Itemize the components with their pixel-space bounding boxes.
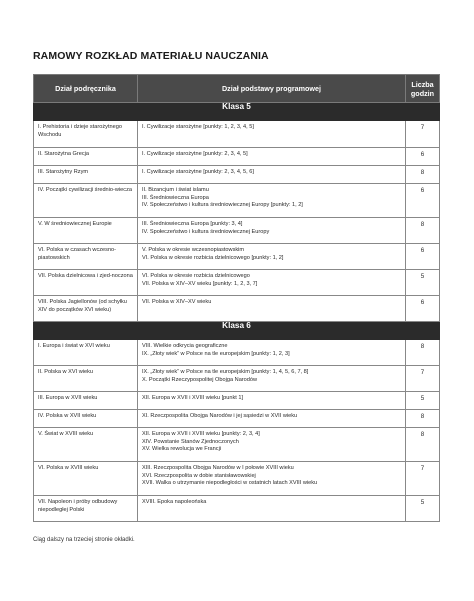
footnote: Ciąg dalszy na trzeciej stronie okładki. xyxy=(33,537,135,543)
core-curriculum-line: VII. Polska w XIV–XV wieku [punkty: 1, 2, 3, 7] xyxy=(142,280,258,287)
hours-cell: 6 xyxy=(406,184,440,218)
page-title: RAMOWY ROZKŁAD MATERIAŁU NAUCZANIA xyxy=(33,50,269,62)
chapter-cell: I. Prehistoria i dzieje starożytnego Wschodu xyxy=(34,121,138,148)
section-title: Klasa 5 xyxy=(34,103,440,121)
table-row xyxy=(34,410,440,428)
core-curriculum-cell xyxy=(138,366,406,392)
core-curriculum-cell xyxy=(138,166,406,184)
core-curriculum-cell xyxy=(138,121,406,148)
hours-cell: 7 xyxy=(406,462,440,496)
hours-cell: 8 xyxy=(406,218,440,244)
table-row xyxy=(34,366,440,392)
core-curriculum-line: XII. Europa w XVII i XVIII wieku [punkt 1] xyxy=(142,395,244,401)
hours-cell: 6 xyxy=(406,148,440,166)
chapter-cell: I. Europa i świat w XVI wieku xyxy=(34,340,138,366)
table-row xyxy=(34,218,440,244)
core-curriculum-line: VI. Polska w okresie rozbicia dzielnicowego [punkty: 1, 2] xyxy=(142,254,284,261)
core-curriculum-line: I. Cywilizacje starożytne [punkty: 1, 2, 3, 4, 5] xyxy=(142,124,254,130)
core-curriculum-line: XVIII. Epoka napoleońska xyxy=(142,499,207,505)
hours-cell: 8 xyxy=(406,410,440,428)
header-hours xyxy=(406,75,440,103)
core-curriculum-cell xyxy=(138,270,406,296)
core-curriculum-cell xyxy=(138,428,406,462)
core-curriculum-line: IV. Społeczeństwo i kultura średniowiecznej Europy xyxy=(142,228,270,235)
table-row xyxy=(34,166,440,184)
core-curriculum-line: X. Początki Rzeczypospolitej Obojga Narodów xyxy=(142,376,258,383)
chapter-cell: VII. Napoleon i próby odbudowy niepodległej Polski xyxy=(34,496,138,522)
core-curriculum-line: XV. Wielka rewolucja we Francji xyxy=(142,446,222,453)
chapter-cell: VIII. Polska Jagiellonów (od schyłku XIV do początków XVI wieku) xyxy=(34,296,138,322)
core-curriculum-cell xyxy=(138,392,406,410)
core-curriculum-line: IX. „Złoty wiek” w Polsce na tle europejskim [punkty: 1, 4, 5, 6, 7, 8] xyxy=(142,369,309,375)
table-body xyxy=(34,103,440,522)
core-curriculum-cell xyxy=(138,244,406,270)
hours-cell: 7 xyxy=(406,366,440,392)
chapter-cell: III. Starożytny Rzym xyxy=(34,166,138,184)
core-curriculum-line: VII. Polska w XIV–XV wieku xyxy=(142,299,212,305)
core-curriculum-line: III. Średniowieczna Europa xyxy=(142,194,209,201)
core-curriculum-cell xyxy=(138,462,406,496)
table-row xyxy=(34,496,440,522)
hours-cell: 6 xyxy=(406,296,440,322)
hours-cell: 8 xyxy=(406,428,440,462)
core-curriculum-cell xyxy=(138,340,406,366)
core-curriculum-line: VIII. Wielkie odkrycia geograficzne xyxy=(142,343,228,349)
chapter-cell: III. Europa w XVII wieku xyxy=(34,392,138,410)
core-curriculum-line: XIII. Rzeczpospolita Obojga Narodów w I połowie XVIII wieku xyxy=(142,465,294,471)
chapter-cell: VI. Polska w czasach wczesno-piastowskich xyxy=(34,244,138,270)
section-header-row xyxy=(34,322,440,340)
core-curriculum-line: I. Cywilizacje starożytne [punkty: 2, 3, 4, 5, 6] xyxy=(142,169,254,175)
core-curriculum-line: XVI. Rzeczpospolita w dobie stanisławowskiej xyxy=(142,472,256,479)
core-curriculum-line: VI. Polska w okresie rozbicia dzielnicowego xyxy=(142,273,250,279)
hours-cell: 8 xyxy=(406,340,440,366)
header-hours-line1: Liczba xyxy=(411,79,434,89)
core-curriculum-line: XIV. Powstanie Stanów Zjednoczonych xyxy=(142,438,239,445)
table-row xyxy=(34,184,440,218)
table-row xyxy=(34,270,440,296)
header-core-curriculum: Dział podstawy programowej xyxy=(138,75,406,103)
hours-cell: 5 xyxy=(406,392,440,410)
chapter-cell: VI. Polska w XVIII wieku xyxy=(34,462,138,496)
syllabus-table xyxy=(33,74,440,522)
core-curriculum-cell xyxy=(138,148,406,166)
chapter-cell: V. Świat w XVIII wieku xyxy=(34,428,138,462)
core-curriculum-line: I. Cywilizacje starożytne [punkty: 2, 3, 4, 5] xyxy=(142,151,248,157)
table-row xyxy=(34,244,440,270)
core-curriculum-line: IX. „Złoty wiek” w Polsce na tle europejskim [punkty: 1, 2, 3] xyxy=(142,350,290,357)
core-curriculum-cell xyxy=(138,218,406,244)
hours-cell: 7 xyxy=(406,121,440,148)
core-curriculum-line: XVII. Walka o utrzymanie niepodległości w ostatnich latach XVIII wieku xyxy=(142,480,318,487)
hours-cell: 5 xyxy=(406,496,440,522)
core-curriculum-cell xyxy=(138,296,406,322)
table-row xyxy=(34,462,440,496)
hours-cell: 6 xyxy=(406,244,440,270)
core-curriculum-cell xyxy=(138,410,406,428)
core-curriculum-line: IV. Społeczeństwo i kultura średniowiecznej Europy [punkty: 1, 2] xyxy=(142,202,303,209)
chapter-cell: II. Starożytna Grecja xyxy=(34,148,138,166)
hours-cell: 5 xyxy=(406,270,440,296)
core-curriculum-line: V. Polska w okresie wczesnopiastowskim xyxy=(142,247,245,253)
hours-cell: 8 xyxy=(406,166,440,184)
core-curriculum-cell xyxy=(138,496,406,522)
core-curriculum-line: XII. Europa w XVII i XVIII wieku [punkty: 2, 3, 4] xyxy=(142,431,260,437)
section-header-row xyxy=(34,103,440,121)
table-row xyxy=(34,392,440,410)
table-row xyxy=(34,340,440,366)
header-hours-line2: godzin xyxy=(410,88,435,98)
table-row xyxy=(34,428,440,462)
table-row xyxy=(34,148,440,166)
table-row xyxy=(34,296,440,322)
chapter-cell: II. Polska w XVI wieku xyxy=(34,366,138,392)
table-row xyxy=(34,121,440,148)
section-title: Klasa 6 xyxy=(34,322,440,340)
chapter-cell: IV. Polska w XVII wieku xyxy=(34,410,138,428)
table-header-row xyxy=(34,75,440,103)
core-curriculum-line: II. Bizancjum i świat islamu xyxy=(142,187,209,193)
core-curriculum-cell xyxy=(138,184,406,218)
core-curriculum-line: III. Średniowieczna Europa [punkty: 3, 4] xyxy=(142,221,243,227)
chapter-cell: V. W średniowiecznej Europie xyxy=(34,218,138,244)
chapter-cell: VII. Polska dzielnicowa i zjed-noczona xyxy=(34,270,138,296)
chapter-cell: IV. Początki cywilizacji średnio-wiecza xyxy=(34,184,138,218)
core-curriculum-line: XI. Rzeczpospolita Obojga Narodów i jej sąsiedzi w XVII wieku xyxy=(142,413,298,419)
header-chapter: Dział podręcznika xyxy=(34,75,138,103)
